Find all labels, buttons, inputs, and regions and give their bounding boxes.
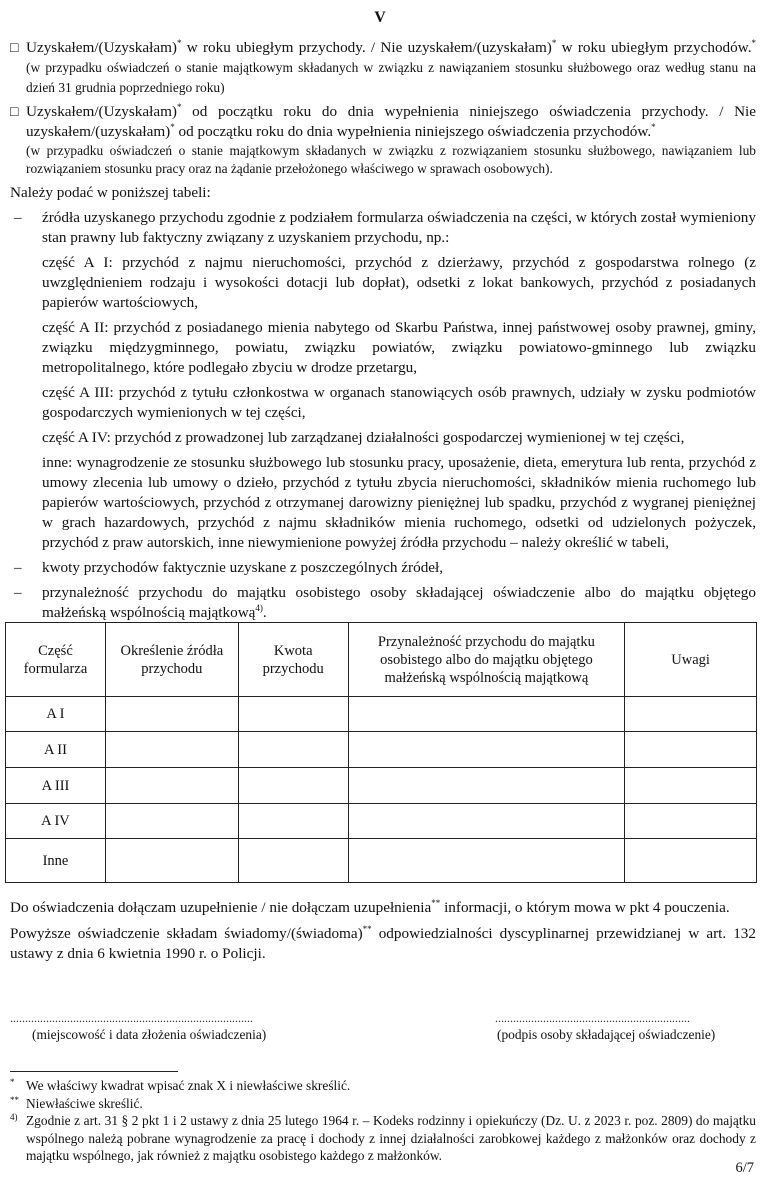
amount-cell[interactable] <box>238 697 348 732</box>
table-row <box>6 732 757 768</box>
header-income-source: Określenie źródła przychodu <box>105 623 238 697</box>
row-part-label: A II <box>6 732 106 768</box>
instruction-item: – przynależność przychodu do majątku osobistego osoby składającej oświadczenie albo do majątku objętego małżeńską wspólnością majątkową$^{4)}$. <box>14 584 756 621</box>
notes-cell[interactable] <box>625 768 757 804</box>
option-text: Uzyskałem/(Uzyskałam) <box>26 39 177 56</box>
footnote-checkbox: * We właściwy kwadrat wpisać znak X i niewłaściwe skreślić. <box>10 1077 351 1093</box>
table-row <box>6 768 757 804</box>
page-number: 6/7 <box>735 1160 754 1176</box>
header-form-part: Część formularza <box>6 623 106 697</box>
row-part-label: Inne <box>6 839 106 883</box>
option-text: Uzyskałem/(Uzyskałam) <box>26 103 177 120</box>
income-current-year-option: □ Uzyskałem/(Uzyskałam)* od początku roku do dnia wypełnienia niniejszego oświadczenia przychody. / Nie uzyskałem/(uzyskałam)* od początku roku do dnia wypełnienia niniejszego oświadczenia przychodów.* (w przypadku oświadczeń o stanie majątkowym składanych w związku z rozwiązaniem stosunku służbowego, nawiązaniem lub rozwiązaniem stosunku pracy oraz na żądanie przełożonego właściwego w sprawach osobowych). <box>10 102 756 176</box>
table-row <box>6 839 757 883</box>
part-a3-description: część A III: przychód z tytułu członkostwa w organach stanowiących osób prawnych, udziały w zysku podmiotów gospodarczych wymienionych w tej części, <box>42 384 756 421</box>
source-cell[interactable] <box>105 732 238 768</box>
footnote-family-code: 4) Zgodnie z art. 31 § 2 pkt 1 i 2 ustawy z dnia 25 lutego 1964 r. – Kodeks rodzinny i opiekuńczy (Dz. U. z 2023 r. poz. 2809) do majątku wspólnego należą pobrane wynagrodzenie za pracę i dochody z innej działalności zarobkowej każdego z małżonków oraz dochody z majątku wspólnego, jak również z majątku osobistego każdego z małżonków. <box>10 1112 756 1163</box>
row-part-label: A I <box>6 697 106 732</box>
ownership-cell[interactable] <box>348 697 625 732</box>
table-row <box>6 697 757 732</box>
header-income-amount: Kwota przychodu <box>238 623 348 697</box>
ownership-cell[interactable] <box>348 839 625 883</box>
table-header-row <box>6 623 757 697</box>
ownership-cell[interactable] <box>348 732 625 768</box>
notes-cell[interactable] <box>625 732 757 768</box>
notes-cell[interactable] <box>625 839 757 883</box>
signature-field[interactable]: ................................................................. <box>495 1011 690 1025</box>
row-part-label: A IV <box>6 804 106 839</box>
option-note: (w przypadku oświadczeń o stanie majątkowym składanych w związku z rozwiązaniem stosunku służbowego, nawiązaniem lub rozwiązaniem stosunku pracy oraz na żądanie przełożonego właściwego w sprawach osobowych). <box>26 143 756 176</box>
checkbox-current-year[interactable]: □ <box>10 105 19 120</box>
ownership-cell[interactable] <box>348 768 625 804</box>
attachment-declaration: Do oświadczenia dołączam uzupełnienie / nie dołączam uzupełnienia** informacji, o którym mowa w pkt 4 pouczenia. <box>10 898 730 916</box>
source-cell[interactable] <box>105 697 238 732</box>
place-date-field[interactable]: ................................................................................. <box>10 1011 253 1025</box>
amount-cell[interactable] <box>238 732 348 768</box>
checkbox-last-year[interactable]: □ <box>10 41 19 56</box>
amount-cell[interactable] <box>238 839 348 883</box>
row-part-label: A III <box>6 768 106 804</box>
instruction-item: – kwoty przychodów faktycznie uzyskane z poszczególnych źródeł, <box>14 559 444 576</box>
income-last-year-option: □ Uzyskałem/(Uzyskałam)* w roku ubiegłym przychody. / Nie uzyskałem/(uzyskałam)* w roku ubiegłym przychodów.* (w przypadku oświadczeń o stanie majątkowym składanych w związku z nawiązaniem stosunku służbowego oraz według stanu na dzień 31 grudnia poprzedniego roku) <box>10 38 756 95</box>
instructions-intro: Należy podać w poniższej tabeli: <box>10 184 211 201</box>
header-notes: Uwagi <box>625 623 757 697</box>
ownership-cell[interactable] <box>348 804 625 839</box>
part-a4-description: część A IV: przychód z prowadzonej lub zarządzanej działalności gospodarczej wymienionej w tej części, <box>42 429 685 446</box>
section-title: V <box>374 9 386 26</box>
table-row <box>6 804 757 839</box>
part-a1-description: część A I: przychód z najmu nieruchomości, przychód z dzierżawy, przychód z gospodarstwa rolnego (z uwzględnieniem rodzaju i wysokości dotacji lub dopłat), odsetki z lokat bankowych, przychód z posiadanych papierów wartościowych, <box>42 254 756 311</box>
signature-label: (podpis osoby składającej oświadczenie) <box>497 1027 716 1042</box>
source-cell[interactable] <box>105 804 238 839</box>
footnote-separator <box>10 1071 178 1072</box>
notes-cell[interactable] <box>625 804 757 839</box>
source-cell[interactable] <box>105 768 238 804</box>
amount-cell[interactable] <box>238 804 348 839</box>
footnote-strike: ** Niewłaściwe skreślić. <box>10 1094 143 1111</box>
header-ownership: Przynależność przychodu do majątku osobistego albo do majątku objętego małżeńską wspólnością majątkową <box>348 623 625 697</box>
notes-cell[interactable] <box>625 697 757 732</box>
instruction-item: – źródła uzyskanego przychodu zgodnie z podziałem formularza oświadczenia na części, w których został wymieniony stan prawny lub faktyczny związany z uzyskaniem przychodu, np.: <box>14 209 756 246</box>
source-cell[interactable] <box>105 839 238 883</box>
option-note: (w przypadku oświadczeń o stanie majątkowym składanych w związku z nawiązaniem stosunku służbowego oraz według stanu na dzień 31 grudnia poprzedniego roku) <box>26 60 756 95</box>
responsibility-declaration: Powyższe oświadczenie składam świadomy/(świadoma)** odpowiedzialności dyscyplinarnej przewidzianej w art. 132 ustawy z dnia 6 kwietnia 1990 r. o Policji. <box>10 924 756 962</box>
amount-cell[interactable] <box>238 768 348 804</box>
part-a2-description: część A II: przychód z posiadanego mienia nabytego od Skarbu Państwa, innej państwowej osoby prawnej, gminy, związku międzygminnego, powiatu, związku powiatów, związku powiatowo-gminnego lub związku metropolitalnego, które podlegało zbyciu w drodze przetargu, <box>42 319 756 376</box>
other-description: inne: wynagrodzenie ze stosunku służbowego lub stosunku pracy, uposażenie, dieta, emerytura lub renta, przychód z umowy zlecenia lub umowy o dzieło, przychód z tytułu zbycia nieruchomości, składników mienia ruchomego lub papierów wartościowych, przychód z otrzymanej darowizny pieniężnej lub spadku, przychód z wygranej pieniężnej w grach hazardowych, przychód z najmu składników mienia ruchomego, odsetki od udzielonych pożyczek, przychód z praw autorskich, inne niewymienione powyżej źródła przychodu – należy określić w tabeli, <box>42 454 756 551</box>
income-table <box>5 622 757 883</box>
instructions <box>10 183 756 628</box>
footnotes <box>10 1077 756 1165</box>
place-date-label: (miejscowość i data złożenia oświadczenia) <box>32 1027 267 1042</box>
